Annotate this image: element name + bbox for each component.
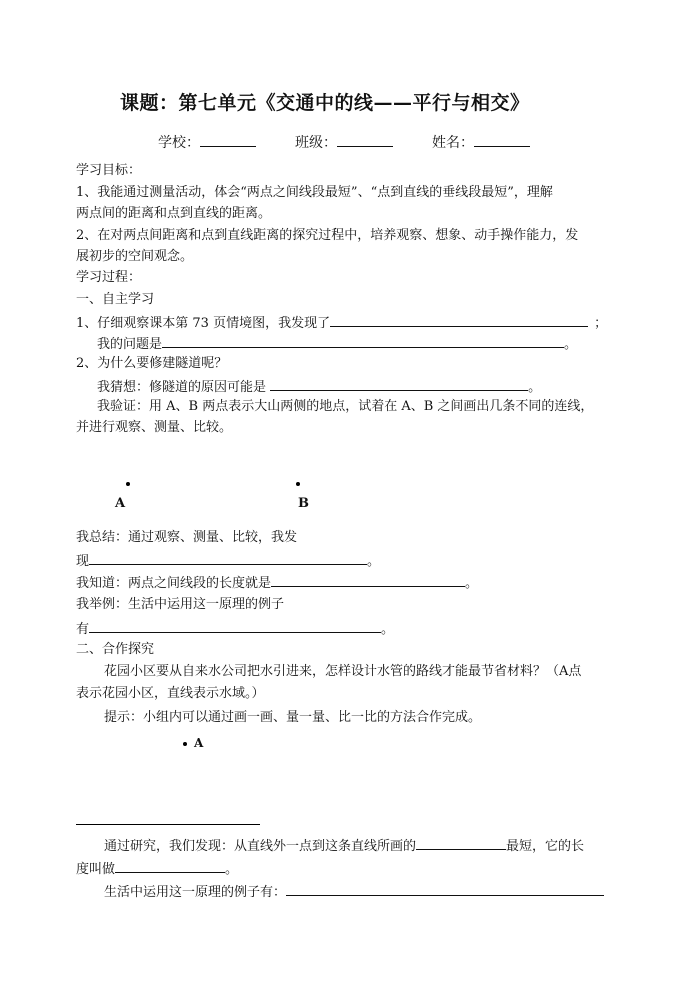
- finding-period: 。: [225, 862, 239, 877]
- life-example: [104, 883, 604, 901]
- coop-line-2: 表示花园小区，直线表示水域。）: [76, 686, 265, 701]
- section-2-heading: 二、合作探究: [76, 642, 155, 657]
- point-b-label: B: [298, 496, 309, 511]
- class-blank[interactable]: [337, 134, 393, 147]
- question-2: 2、为什么要修建隧道呢？: [76, 356, 228, 371]
- hint: 提示：小组内可以通过画一画、量一量、比一比的方法合作完成。: [104, 710, 482, 725]
- finding-prefix: 度叫做: [76, 862, 116, 877]
- example-prefix: 有: [76, 622, 90, 637]
- objective-2-line-2: 展初步的空间观念。: [76, 249, 194, 264]
- know-blank[interactable]: [271, 574, 465, 587]
- objective-2-line-1: 2、在对两点间距离和点到直线距离的探究过程中，培养观察、想象、动手操作能力，发: [76, 228, 579, 243]
- finding-line-2: [76, 860, 238, 878]
- summary-line-2: [76, 552, 380, 570]
- finding-text-b: 最短，它的长: [506, 839, 585, 854]
- life-example-blank[interactable]: [286, 883, 604, 896]
- point-a2-dot: [183, 742, 187, 746]
- name-field: [432, 132, 530, 152]
- section-1-heading: 一、自主学习: [76, 292, 155, 307]
- finding-line-1: [104, 837, 584, 855]
- class-field: [295, 132, 393, 152]
- school-label: 学校：: [158, 135, 200, 151]
- verify-line-2: 并进行观察、测量、比较。: [76, 420, 233, 435]
- question-1-end: ；: [594, 316, 608, 331]
- problem-blank[interactable]: [162, 335, 564, 348]
- summary-line-1: 我总结：通过观察、测量、比较，我发: [76, 530, 298, 545]
- name-blank[interactable]: [474, 134, 530, 147]
- name-label: 姓名：: [432, 135, 474, 151]
- summary-prefix: 现: [76, 554, 90, 569]
- finding-blank-1[interactable]: [416, 837, 506, 850]
- example-line-2: [76, 620, 394, 638]
- objective-1-line-2: 两点间的距离和点到直线的距离。: [76, 206, 272, 221]
- summary-period: 。: [367, 554, 381, 569]
- finding-blank-2[interactable]: [115, 860, 225, 873]
- objectives-heading: 学习目标：: [76, 163, 142, 178]
- know-label: 我知道：两点之间线段的长度就是: [76, 576, 272, 591]
- summary-blank[interactable]: [89, 552, 367, 565]
- water-line: [76, 824, 260, 825]
- coop-line-1: 花园小区要从自来水公司把水引进来，怎样设计水管的路线才能最节省材料？（A点: [104, 664, 582, 679]
- example-line-1: 我举例：生活中运用这一原理的例子: [76, 597, 285, 612]
- school-blank[interactable]: [200, 134, 256, 147]
- class-label: 班级：: [295, 135, 337, 151]
- process-heading: 学习过程：: [76, 270, 142, 285]
- point-a-label: A: [115, 496, 126, 511]
- guess-period: 。: [528, 380, 542, 395]
- example-blank[interactable]: [89, 620, 381, 633]
- question-1-problem: [97, 335, 577, 353]
- guess-blank[interactable]: [270, 378, 528, 391]
- point-a2-label: A: [194, 736, 204, 750]
- guess: [97, 378, 541, 396]
- problem-period: 。: [564, 337, 578, 352]
- question-1-blank[interactable]: [330, 314, 588, 327]
- page-title: 课题：第七单元《交通中的线——平行与相交》: [120, 92, 530, 114]
- question-1-text: 1、仔细观察课本第 73 页情境图，我发现了: [76, 316, 331, 331]
- point-b-dot: [296, 482, 300, 486]
- verify-line-1: 我验证：用 A、B 两点表示大山两侧的地点，试着在 A、B 之间画出几条不同的连线，: [97, 399, 594, 414]
- guess-label: 我猜想：修隧道的原因可能是: [97, 380, 271, 395]
- life-example-label: 生活中运用这一原理的例子有：: [104, 885, 287, 900]
- finding-text-a: 通过研究，我们发现：从直线外一点到这条直线所画的: [104, 839, 417, 854]
- school-field: [158, 132, 256, 152]
- question-1: [76, 314, 607, 332]
- point-a-dot: [126, 482, 130, 486]
- objective-1-line-1: 1、我能通过测量活动，体会“两点之间线段最短”、“点到直线的垂线段最短”，理解: [76, 185, 553, 200]
- problem-label: 我的问题是: [97, 337, 163, 352]
- know-period: 。: [465, 576, 479, 591]
- example-period: 。: [381, 622, 395, 637]
- know: [76, 574, 478, 592]
